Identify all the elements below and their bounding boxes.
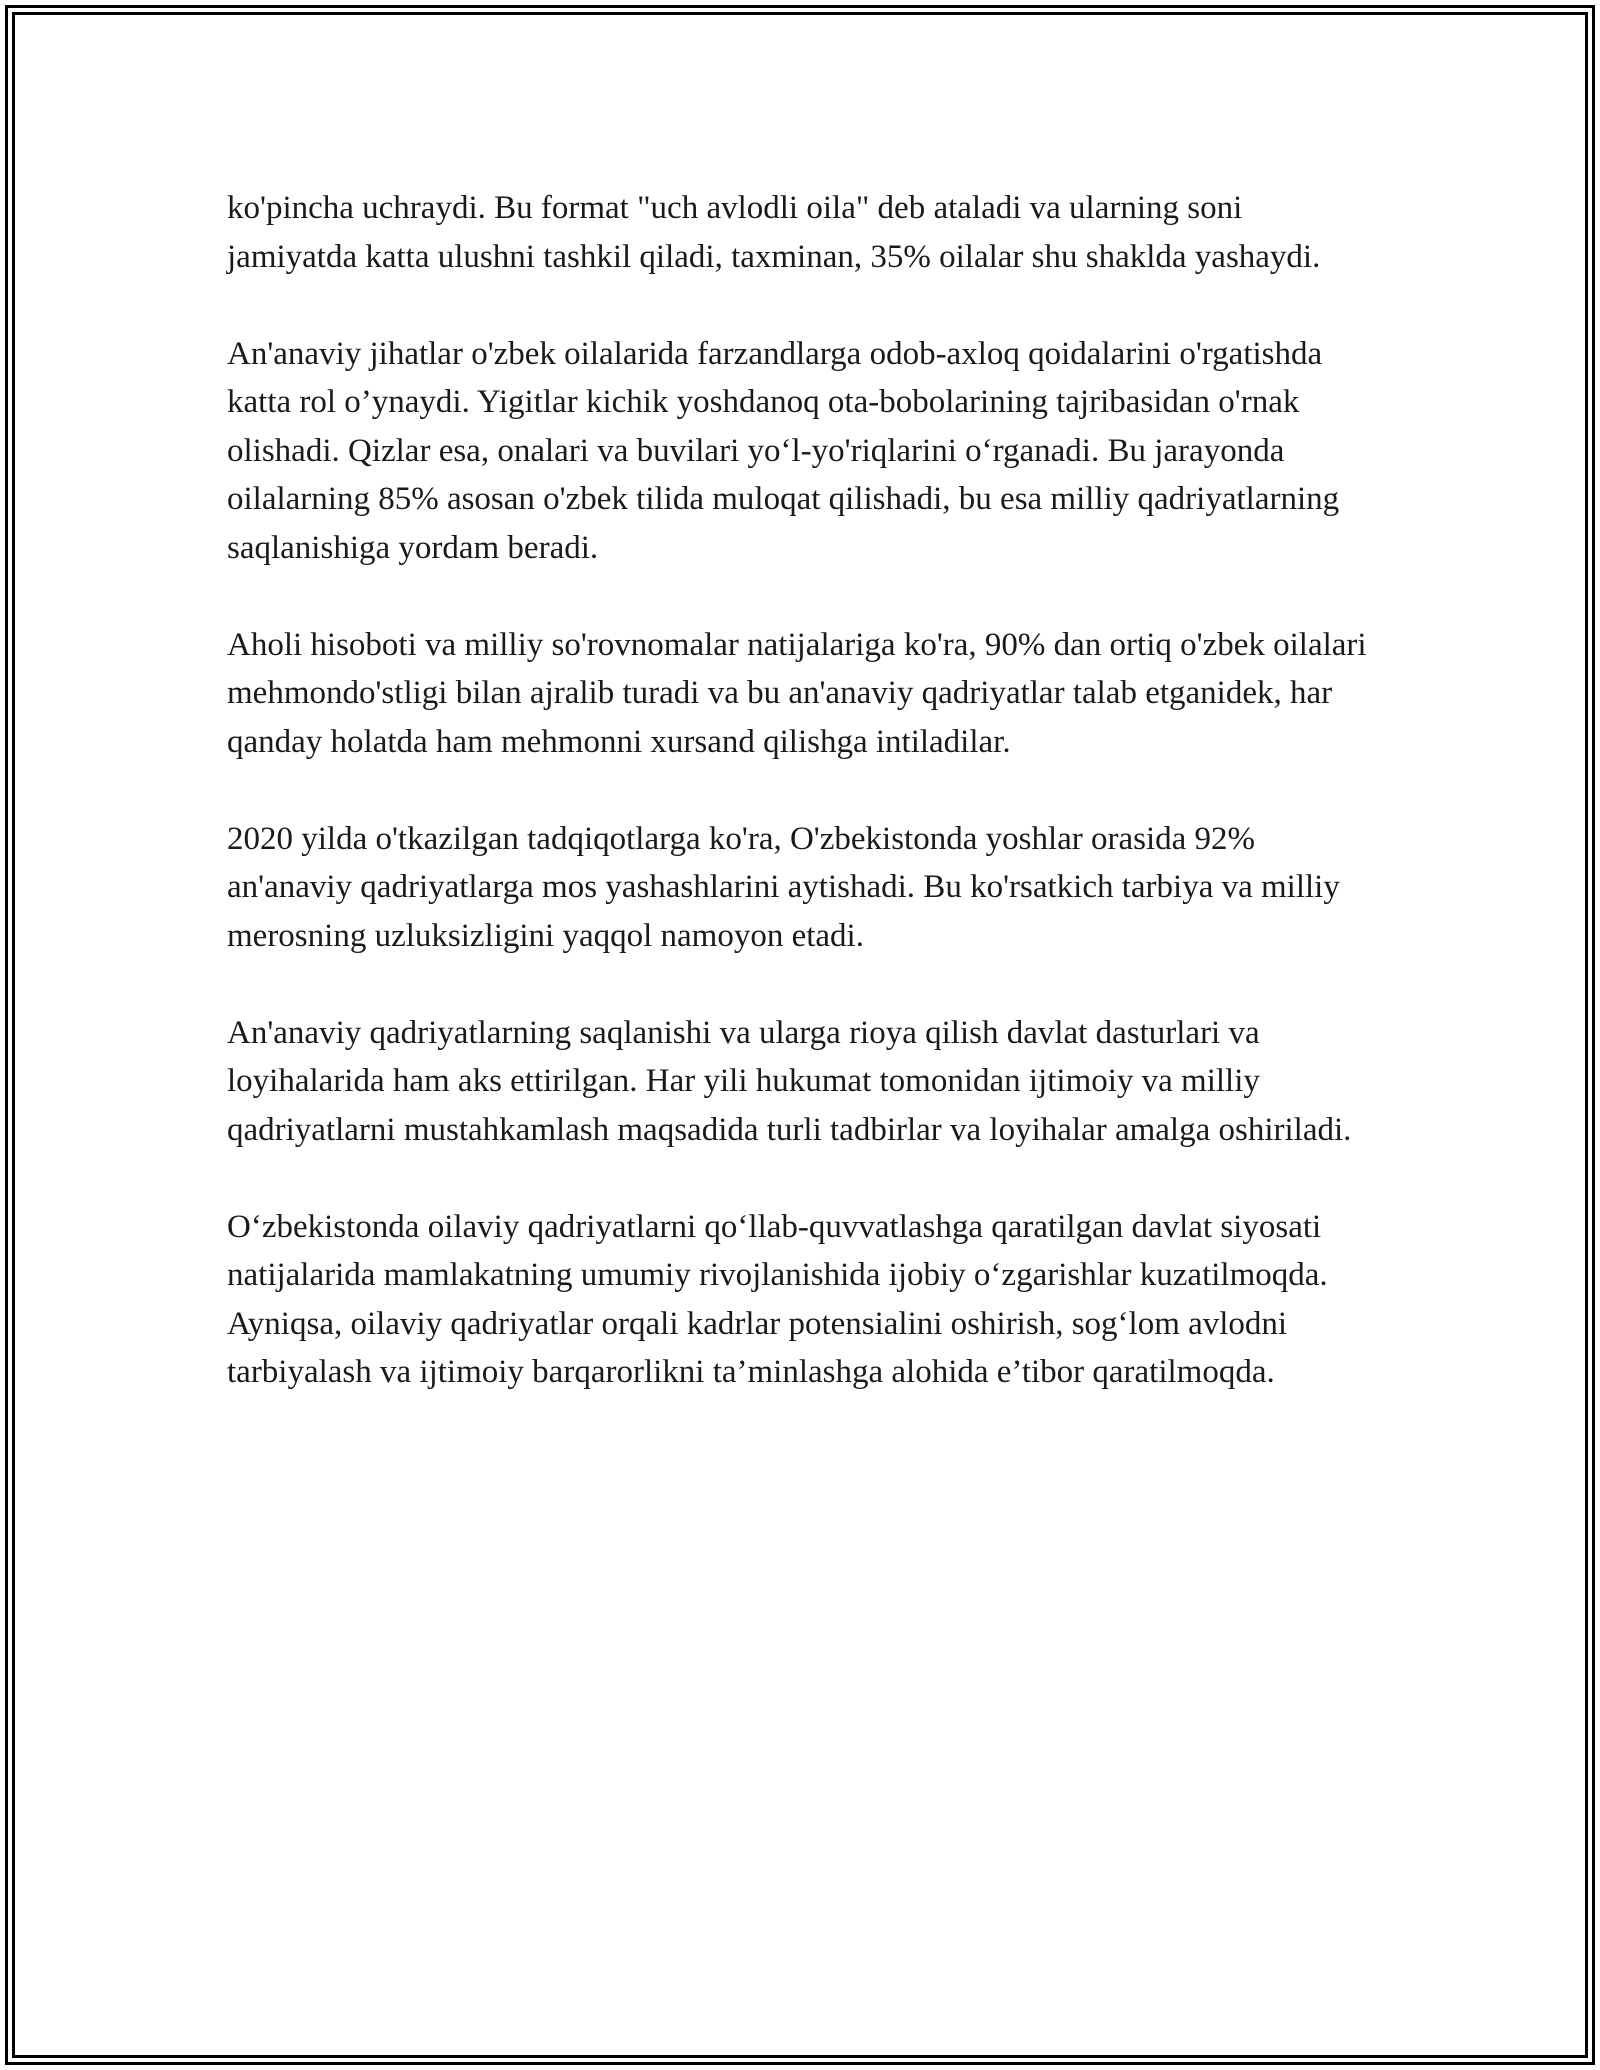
paragraph-3: Aholi hisoboti va milliy so'rovnomalar natijalariga ko'ra, 90% dan ortiq o'zbek oilalari mehmondo'stligi bilan ajralib turadi va bu an'anaviy qadriyatlar talab etganidek, har qanday holatda ham mehmonni xursand qilishga intiladilar.: [227, 626, 1367, 760]
paragraph-1: ko'pincha uchraydi. Bu format "uch avlodli oila" deb ataladi va ularning soni jamiyatda katta ulushni tashkil qiladi, taxminan, 35% oilalar shu shaklda yashaydi.: [227, 190, 1321, 275]
document-body: [227, 184, 1377, 1445]
paragraph-4: 2020 yilda o'tkazilgan tadqiqotlarga ko'ra, O'zbekistonda yoshlar orasida 92% an'anaviy qadriyatlarga mos yashashlarini aytishadi. Bu ko'rsatkich tarbiya va milliy merosning uzluksizligini yaqqol namoyon etadi.: [227, 820, 1340, 954]
paragraph-6: Oʻzbekistonda oilaviy qadriyatlarni qoʻllab-quvvatlashga qaratilgan davlat siyosati natijalarida mamlakatning umumiy rivojlanishida ijobiy oʻzgarishlar kuzatilmoqda. Ayniqsa, oilaviy qadriyatlar orqali kadrlar potensialini oshirish, sogʻlom avlodni tarbiyalash va ijtimoiy barqarorlikni ta’minlashga alohida e’tibor qaratilmoqda.: [227, 1208, 1328, 1390]
paragraph-5: An'anaviy qadriyatlarning saqlanishi va ularga rioya qilish davlat dasturlari va loyihalarida ham aks ettirilgan. Har yili hukumat tomonidan ijtimoiy va milliy qadriyatlarni mustahkamlash maqsadida turli tadbirlar va loyihalar amalga oshiriladi.: [227, 1014, 1352, 1148]
paragraph-2: An'anaviy jihatlar o'zbek oilalarida farzandlarga odob-axloq qoidalarini o'rgatishda katta rol o’ynaydi. Yigitlar kichik yoshdanoq ota-bobolarining tajribasidan o'rnak olishadi. Qizlar esa, onalari va buvilari yoʻl-yo'riqlarini oʻrganadi. Bu jarayonda oilalarning 85% asosan o'zbek tilida muloqat qilishadi, bu esa milliy qadriyatlarning saqlanishiga yordam beradi.: [227, 335, 1340, 566]
